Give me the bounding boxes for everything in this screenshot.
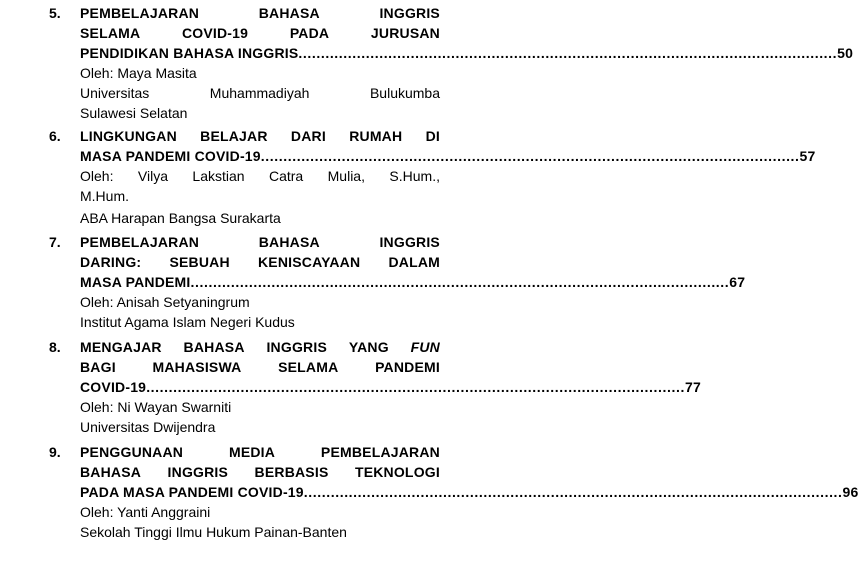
entry-title-line	[80, 126, 440, 146]
dot-leader: ........................................................................................................................	[190, 274, 730, 290]
entry-title-line	[80, 442, 440, 462]
entry-affiliation-line	[80, 522, 440, 542]
page-number: 96	[842, 484, 859, 500]
entry-title-last-line[interactable]	[80, 272, 746, 292]
entry-title-line	[80, 337, 440, 357]
dot-leader: ........................................................................................................................	[298, 45, 838, 61]
entry-title-last-line[interactable]	[80, 482, 859, 502]
entry-affiliation-line	[80, 83, 440, 103]
entry-title-line	[80, 357, 440, 377]
author-word: S.Hum.,	[389, 168, 440, 184]
page-number: 57	[799, 148, 816, 164]
affiliation-word: Sulawesi Selatan	[80, 105, 188, 121]
page-number: 67	[729, 274, 746, 290]
entry-number: 8.	[49, 339, 61, 355]
title-word: INGGRIS	[379, 5, 440, 21]
title-word: PEMBELAJARAN	[80, 234, 200, 250]
entry-affiliation-line	[80, 312, 440, 332]
title-word: DARING:	[80, 254, 142, 270]
entry-affiliation-line	[80, 208, 440, 228]
entry-title-line	[80, 252, 440, 272]
entry-number: 9.	[49, 444, 61, 460]
entry-number: 6.	[49, 128, 61, 144]
entry-affiliation-line	[80, 417, 440, 437]
title-word: SELAMA	[80, 25, 141, 41]
entry-title-last-line[interactable]	[80, 377, 701, 397]
title-word: INGGRIS	[266, 339, 327, 355]
title-text: MASA PANDEMI	[80, 274, 191, 290]
entry-affiliation-line	[80, 103, 440, 123]
title-word: COVID-19	[181, 25, 249, 41]
title-word: SELAMA	[278, 359, 339, 375]
entry-author: Oleh: Ni Wayan Swarniti	[80, 399, 232, 415]
title-text: PADA MASA PANDEMI COVID-19	[80, 484, 304, 500]
title-word: BERBASIS	[254, 464, 329, 480]
entry-author-line	[80, 186, 440, 206]
title-word: BAHASA	[258, 234, 320, 250]
dot-leader: ........................................................................................................................	[303, 484, 843, 500]
title-word: BAHASA	[258, 5, 320, 21]
entry-author: Oleh: Yanti Anggraini	[80, 504, 211, 520]
page-number: 77	[684, 379, 701, 395]
affiliation-word: Bulukumba	[369, 85, 440, 101]
title-word: INGGRIS	[167, 464, 229, 480]
title-word: MENGAJAR	[80, 339, 162, 355]
title-word: TEKNOLOGI	[354, 464, 440, 480]
entry-number: 5.	[49, 5, 61, 21]
title-word: BAGI	[80, 359, 116, 375]
entry-number: 7.	[49, 234, 61, 250]
affiliation-word: ABA Harapan Bangsa Surakarta	[80, 210, 281, 226]
entry-title-line	[80, 23, 440, 43]
affiliation-word: Universitas	[80, 85, 150, 101]
title-word: KENISCAYAAN	[257, 254, 361, 270]
title-word: PEMBELAJARAN	[320, 444, 440, 460]
entry-title-line	[80, 3, 440, 23]
title-word: INGGRIS	[379, 234, 440, 250]
title-word: LINGKUNGAN	[80, 128, 177, 144]
entry-author: Oleh: Maya Masita	[80, 65, 197, 81]
affiliation-word: Universitas Dwijendra	[80, 419, 216, 435]
entry-title-last-line[interactable]	[80, 146, 816, 166]
title-text: PENDIDIKAN BAHASA INGGRIS	[80, 45, 299, 61]
dot-leader: ........................................................................................................................	[146, 379, 685, 395]
title-text: COVID-19	[80, 379, 147, 395]
title-word: BAHASA	[183, 339, 245, 355]
author-word: Mulia,	[327, 168, 365, 184]
title-word: YANG	[348, 339, 389, 355]
title-word: PADA	[289, 25, 330, 41]
title-word: DALAM	[388, 254, 440, 270]
entry-title-line	[80, 462, 440, 482]
title-word: PANDEMI	[375, 359, 440, 375]
entry-title-last-line[interactable]	[80, 43, 854, 63]
entry-title-line	[80, 232, 440, 252]
title-word: BAHASA	[80, 464, 142, 480]
author-word: Lakstian	[192, 168, 245, 184]
page-number: 50	[837, 45, 854, 61]
author-word: Vilya	[137, 168, 168, 184]
title-word: SEBUAH	[169, 254, 230, 270]
title-word: MAHASISWA	[152, 359, 242, 375]
title-text: MASA PANDEMI COVID-19	[80, 148, 261, 164]
entry-author-line	[80, 166, 440, 186]
author-word: Catra	[268, 168, 304, 184]
title-word: DI	[425, 128, 440, 144]
author-word: M.Hum.	[80, 188, 129, 204]
affiliation-word: Institut Agama Islam Negeri Kudus	[80, 314, 295, 330]
title-word-italic: FUN	[410, 339, 440, 355]
title-word: MEDIA	[228, 444, 276, 460]
entry-author: Oleh: Anisah Setyaningrum	[80, 294, 250, 310]
affiliation-word: Muhammadiyah	[209, 85, 310, 101]
title-word: PEMBELAJARAN	[80, 5, 200, 21]
author-word: Oleh:	[80, 168, 114, 184]
dot-leader: ........................................................................................................................	[260, 148, 800, 164]
title-word: PENGGUNAAN	[80, 444, 184, 460]
title-word: DARI	[290, 128, 326, 144]
title-word: BELAJAR	[200, 128, 268, 144]
affiliation-word: Sekolah Tinggi Ilmu Hukum Painan-Banten	[80, 524, 347, 540]
title-word: JURUSAN	[370, 25, 440, 41]
title-word: RUMAH	[349, 128, 403, 144]
